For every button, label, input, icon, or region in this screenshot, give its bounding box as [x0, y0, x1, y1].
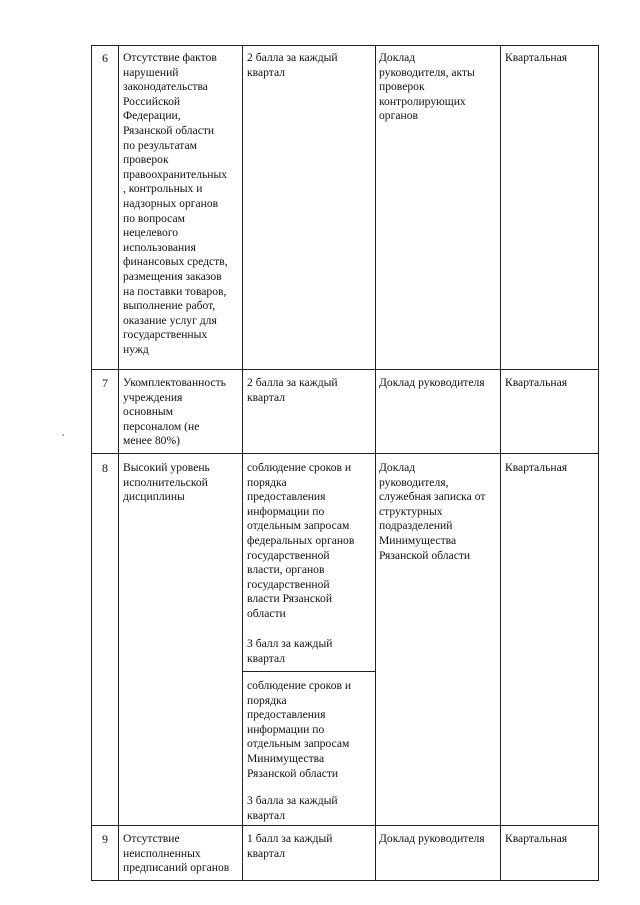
row-number: 6: [102, 51, 108, 65]
period-cell: Квартальная: [505, 376, 568, 389]
row-divider: [91, 369, 599, 370]
row-number: 7: [102, 376, 108, 390]
source-cell: Доклад руководителя: [379, 832, 485, 845]
period-cell: Квартальная: [505, 461, 568, 474]
cell-divider: [242, 671, 375, 672]
score-cell: 1 балл за каждый квартал: [247, 832, 333, 860]
column-divider: [242, 45, 243, 881]
row-number: 8: [102, 461, 108, 475]
score-subcell-ministry: соблюдение сроков и порядка предоставления информации по отдельным запросам Минимущества Рязанской области: [247, 679, 352, 780]
period-cell: Квартальная: [505, 832, 568, 845]
scan-speck: [62, 434, 64, 436]
source-cell: Доклад руководителя: [379, 376, 485, 389]
criterion-cell: Отсутствие неисполненных предписаний органов: [123, 832, 230, 875]
criterion-cell: Укомплектованность учреждения основным персоналом (не менее 80%): [123, 376, 226, 448]
source-cell: Доклад руководителя, служебная записка от структурных подразделений Минимущества Рязанской области: [379, 461, 486, 562]
criterion-cell: Высокий уровень исполнительской дисциплины: [123, 461, 210, 504]
score-subcell-federal: соблюдение сроков и порядка предоставления информации по отдельным запросам федеральных органов государственной власти, органов государственной власти Рязанской области: [247, 461, 355, 620]
period-cell: Квартальная: [505, 51, 568, 64]
criterion-cell: Отсутствие фактов нарушений законодательства Российской Федерации, Рязанской области по результатам проверок правоохранительных , контрольных и надзорных органов по вопросам нецелевого использования финансовых средств, размещения заказов на поставки товаров, выполнение работ, оказание услуг для государственных нужд: [123, 51, 228, 356]
column-divider: [118, 45, 119, 881]
source-cell: Доклад руководителя, акты проверок контролирующих органов: [379, 51, 475, 123]
score-subcell-federal-points: 3 балл за каждый квартал: [247, 637, 333, 665]
table-border-right: [598, 45, 599, 881]
row-divider: [91, 453, 599, 454]
table-border-bottom: [91, 880, 599, 881]
score-cell: 2 балла за каждый квартал: [247, 51, 338, 79]
score-cell: 2 балла за каждый квартал: [247, 376, 338, 404]
score-subcell-ministry-points: 3 балла за каждый квартал: [247, 794, 338, 822]
column-divider: [500, 45, 501, 881]
row-divider: [91, 825, 599, 826]
table-border-top: [91, 45, 599, 46]
row-number: 9: [102, 832, 108, 846]
column-divider: [375, 45, 376, 881]
